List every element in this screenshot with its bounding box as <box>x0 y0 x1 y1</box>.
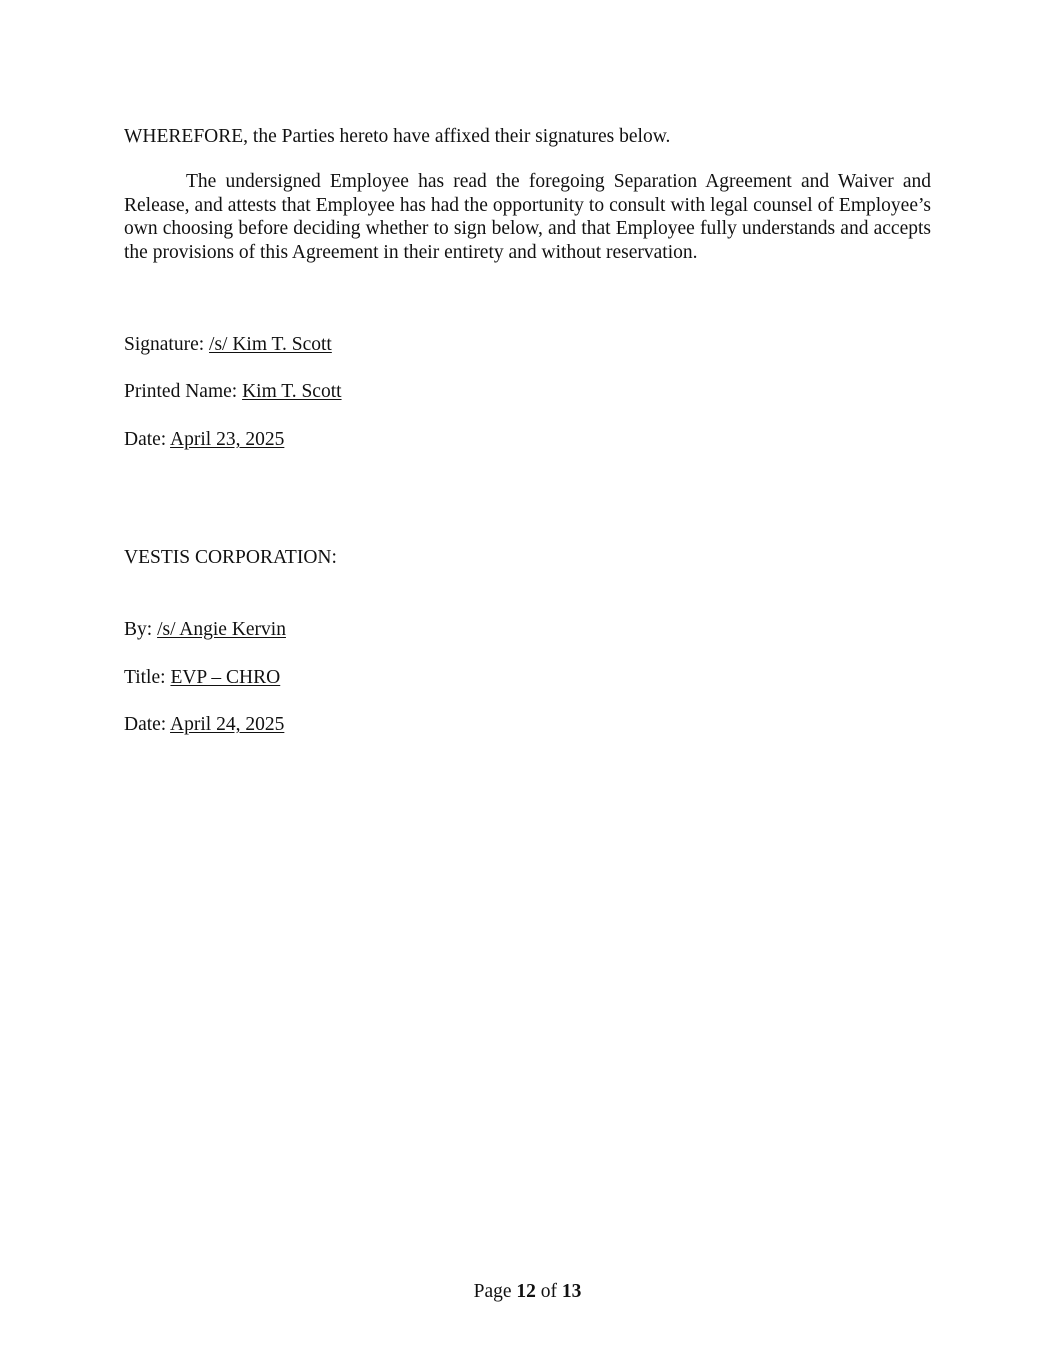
current-page-number: 12 <box>516 1281 536 1302</box>
employee-signature-value: /s/ Kim T. Scott <box>209 334 332 355</box>
employee-date-label: Date: <box>124 429 167 450</box>
employee-printed-name-value: Kim T. Scott <box>242 381 342 402</box>
page-number-footer <box>0 1280 1055 1304</box>
printed-name-label: Printed Name: <box>124 381 238 402</box>
by-label: By: <box>124 619 153 640</box>
employee-attestation-paragraph: The undersigned Employee has read the foregoing Separation Agreement and Waiver and Release, and attests that Employee has had the opportunity to consult with legal counsel of Employee’s own choosing before deciding whether to sign below, and that Employee fully understands and accepts the provisions of this Agreement in their entirety and without reservation. <box>124 171 931 263</box>
company-by-line <box>124 618 286 642</box>
company-name: VESTIS CORPORATION: <box>124 547 337 568</box>
company-title-value: EVP – CHRO <box>170 667 281 688</box>
employee-signature-line <box>124 333 332 357</box>
company-title-line <box>124 666 280 690</box>
wherefore-statement: WHEREFORE, the Parties hereto have affixed their signatures below. <box>124 126 671 147</box>
employee-date-value: April 23, 2025 <box>170 429 285 450</box>
company-signatory-value: /s/ Angie Kervin <box>157 619 286 640</box>
employee-date-line <box>124 428 284 452</box>
page-word: Page <box>473 1281 512 1302</box>
title-label: Title: <box>124 667 166 688</box>
company-date-value: April 24, 2025 <box>170 714 285 735</box>
employee-printed-name-line <box>124 380 342 404</box>
company-date-line <box>124 713 284 737</box>
signature-label: Signature: <box>124 334 205 355</box>
of-word: of <box>540 1281 558 1302</box>
total-page-number: 13 <box>561 1281 582 1302</box>
company-date-label: Date: <box>124 714 167 735</box>
